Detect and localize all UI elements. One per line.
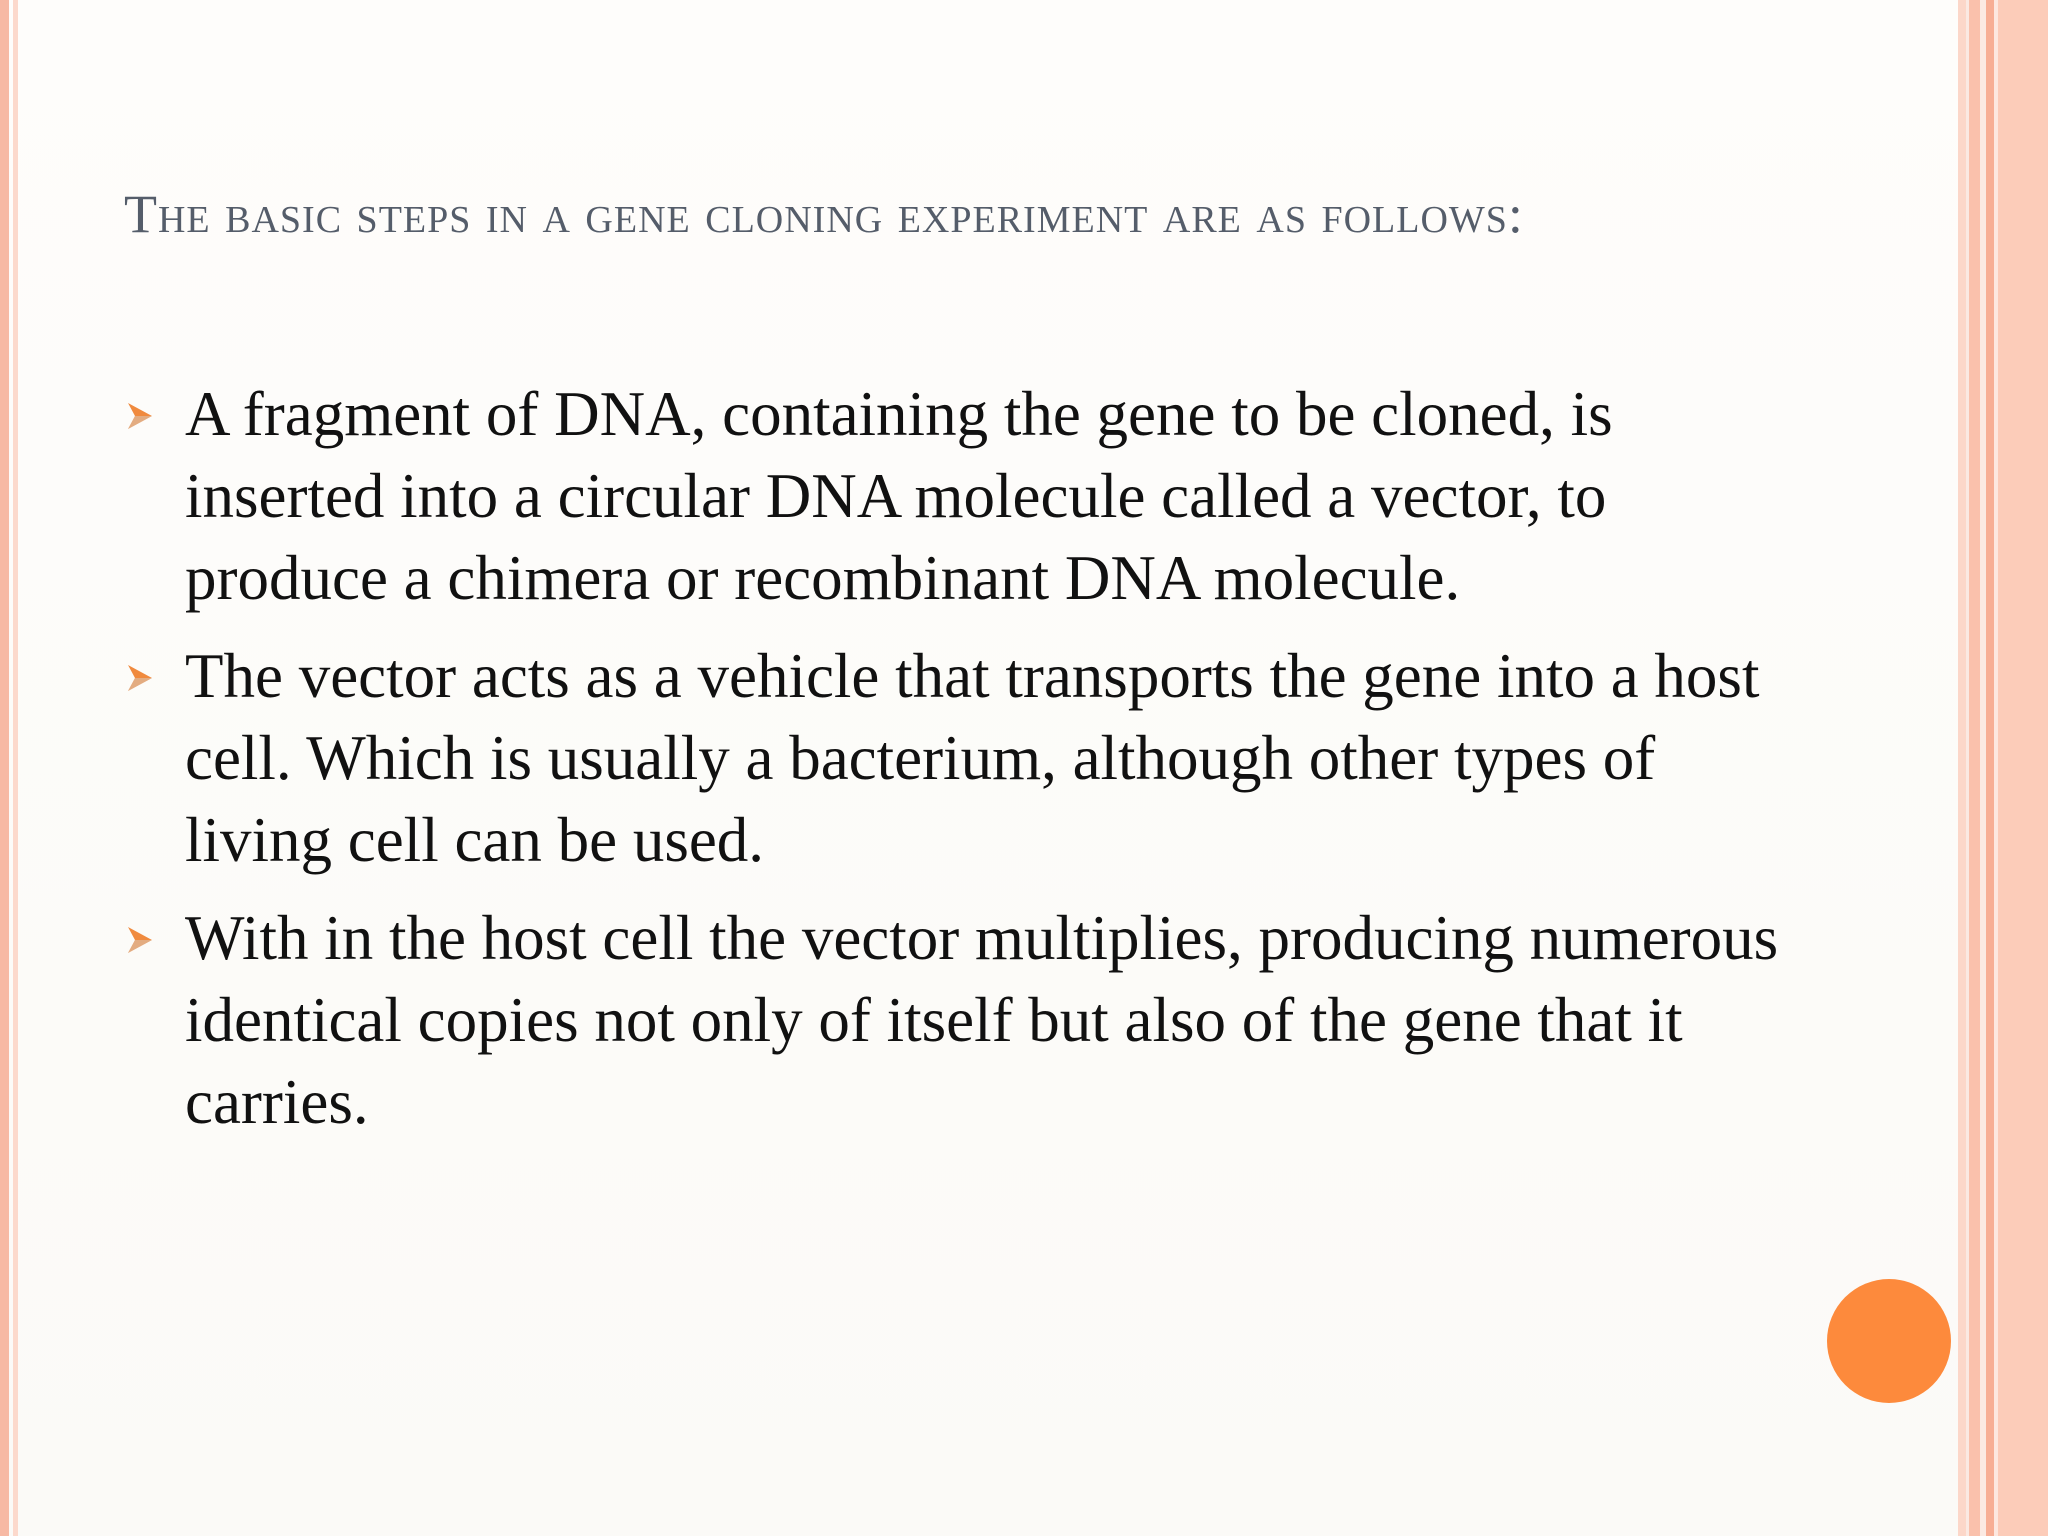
bullet-text: The vector acts as a vehicle that transports the gene into a host cell. Which is usually a bacterium, although other types of living cell can be used.	[185, 641, 1760, 875]
slide-title: The basic steps in a gene cloning experiment are as follows:	[124, 184, 1524, 244]
right-border-band	[1998, 0, 2048, 1536]
bullet-text: With in the host cell the vector multiplies, producing numerous identical copies not only of itself but also of the gene that it carries.	[185, 903, 1779, 1137]
left-border-stripe-inner	[13, 0, 18, 1536]
right-border-band	[1958, 0, 1966, 1536]
right-border-band	[1969, 0, 1980, 1536]
arrowhead-bullet-icon	[126, 663, 154, 693]
bullet-item	[124, 635, 1804, 881]
bullet-item	[124, 373, 1804, 619]
right-border-band	[1986, 0, 1994, 1536]
arrowhead-bullet-icon	[126, 401, 154, 431]
decorative-orange-circle	[1827, 1279, 1951, 1403]
bullet-item	[124, 897, 1804, 1143]
bullet-list	[124, 373, 1804, 1143]
left-border-stripe	[0, 0, 9, 1536]
arrowhead-bullet-icon	[126, 925, 154, 955]
bullet-text: A fragment of DNA, containing the gene to be cloned, is inserted into a circular DNA molecule called a vector, to produce a chimera or recombinant DNA molecule.	[185, 379, 1613, 613]
